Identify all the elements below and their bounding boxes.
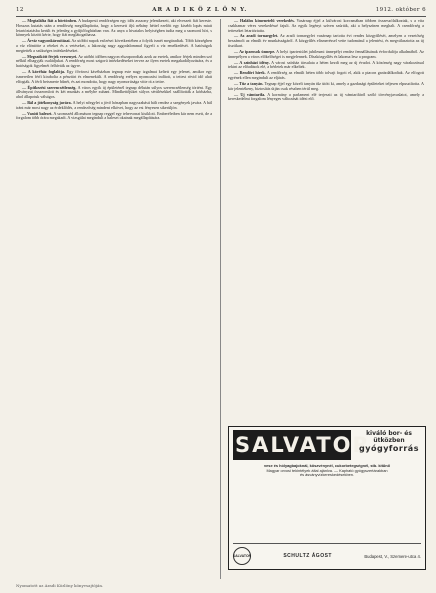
column-separator: [220, 19, 221, 579]
article-text: Vasárnap éjjel a külvárosi korcsmában többen összeszólalkoztak, s a vita csakhamar véres verekedéssé fajult. Az egyik legényt szíven szúrták, aki a helyszínen meghalt. A csendőrség a tetteseket letartóztatta.: [228, 19, 424, 33]
newspaper-title: AR A D I K Ö Z L Ö N Y.: [152, 7, 248, 13]
article-paragraph: [228, 71, 424, 81]
article-paragraph: [16, 112, 212, 122]
ad-body-line2: Magyar orvosi tekintélyek által ajánlva. — Kapható gyógyszertárakban: [266, 467, 388, 473]
article-paragraph: [228, 61, 424, 71]
article-text: Egy fővárosi kávéházban tegnap este nagy izgalmat keltett egy jelenet, amikor egy ismeretlen férfi kirabolta a pénztárt és elmenekült. A rendőrség erélyes nyomozást indított, a tettest rövid idő alatt elfogták. A férfi beismerte bűnét, és azt mondotta, hogy nagy nyomorúsága vitte rá a tettre.: [16, 69, 212, 84]
article-paragraph: [16, 55, 212, 69]
article-text: A budapesti rendőrségen egy idős asszony jelentkezett, aki elveszett fiát kereste. Hosszas kutatás után a rendőrség megállapította, hogy a keresett ifjú néhány héttel ezelőtt egy kisebb lopás miatt letartóztatásba került és jelenleg a gyűjtőfogházban van. Az anya a hivatalos helyiségben tudta meg a szomorú hírt, s könnyek között kérte, hogy fiát meglátogathassa.: [16, 19, 212, 38]
ad-body: [235, 464, 419, 478]
article-text: A helyi ipartestület jubileumi ünnepélyt rendez fennállásának évfordulója alkalmából. Az ünnepélyen a város előkelőségei is megjelennek. Díszközgyűlés és lakoma lesz a program.: [228, 48, 424, 59]
article-paragraph: [16, 86, 212, 100]
page-number: 12: [16, 7, 24, 13]
article-lead: — Megtalálta fiát a börtönben.: [22, 19, 78, 23]
article-paragraph: [16, 101, 212, 111]
article-lead: — Építkezési szerencsétlenség.: [22, 84, 77, 90]
ad-firm-address: Budapest, V., Szemere-utca 4.: [364, 553, 421, 559]
left-column: [16, 19, 212, 579]
ad-tag-line2: ütközben: [373, 437, 405, 444]
article-paragraph: [228, 93, 424, 103]
right-column: [228, 19, 424, 421]
article-lead: — Halálos kimenetelű verekedés.: [234, 19, 295, 23]
ad-firm-name: SCHULTZ ÁGOST: [283, 553, 332, 559]
article-paragraph: [228, 19, 424, 33]
article-lead: — Árvíz vagyonkárosításai.: [22, 38, 71, 44]
article-paragraph: [16, 70, 212, 84]
article-lead: — Megszökött férjek versenyei.: [22, 53, 78, 59]
article-paragraph: [228, 34, 424, 48]
ad-body-line3: és ásványvízkereskedésekben.: [299, 472, 355, 478]
salvator-advertisement: [228, 426, 426, 570]
ad-seal-icon: SALVATOR: [233, 547, 251, 565]
article-text: Tegnap éjjel egy közeli tanyán tűz ütött ki, amely a gazdasági épületeket teljesen elpusztította. A kár jelentékeny, biztosítás útján csak részben térül meg.: [228, 80, 424, 91]
ad-brand: SALVATOR: [233, 430, 351, 460]
issue-date: 1912. október 6: [375, 7, 426, 13]
article-lead: — Rendőri hírek.: [234, 70, 266, 76]
footer-imprint: Nyomatott az Aradi Közlöny könyvsajtóján.: [16, 583, 104, 588]
article-lead: — Uj vámtarifa.: [234, 91, 266, 97]
article-paragraph: [16, 39, 212, 53]
page-header: [16, 5, 426, 15]
article-text: A rendőrség az elmúlt héten több tolvajt fogott el, akik a piacon garázdálkodtak. Az elfogott egyének ellen megindult az eljárás.: [228, 70, 424, 80]
article-paragraph: [228, 50, 424, 60]
article-lead: — Bál a jótékonyság javára.: [22, 99, 72, 105]
article-text: A város egyik új épületénél tegnap délután súlyos szerencsétlenség történt. Egy állványzat összeomlott és két munkás a mélybe zuhant. Mindkettőjüket súlyos sérülésekkel szállították a kórházba, ahol állapotuk válságos.: [16, 84, 212, 99]
article-lead: — Az iparosok ünnepe.: [234, 48, 276, 54]
article-text: Az utóbbi napok esőzései következtében a folyók ismét megáradtak. Több községben a víz elöntötte a réteket és a vetéseket, a lakosság nagy aggodalommal figyeli a víz emelkedését. A hatóságok megtették a szükséges intézkedéseket.: [16, 38, 212, 53]
ad-tag-line1: kiváló bor- és: [366, 430, 412, 437]
article-lead: — Vasúti baleset.: [22, 110, 53, 116]
article-lead: — A színházi idény.: [234, 59, 270, 65]
article-text: A városi színház társulata a héten kezdi meg az új évadot. A közönség nagy várakozással tekint az előadások elé, a bérletek már elkeltek.: [228, 59, 424, 70]
article-lead: — Az aradi tornaegylet.: [234, 33, 279, 39]
article-text: Az aradi tornaegylet vasárnap tartotta évi rendes közgyűlését, amelyen a vezetőség beszámolt az elmúlt év munkásságáról. A közgyűlés elismeréssel vette tudomásul a jelentést, és megválasztotta az új tisztikart.: [228, 33, 424, 48]
ad-tag-line3: gyógyforrás: [359, 444, 419, 453]
ad-tagline: [351, 427, 425, 457]
article-paragraph: [228, 82, 424, 92]
article-lead: — A kávéház foglalója.: [22, 69, 65, 75]
ad-footer: [233, 543, 421, 566]
article-text: A szomszéd állomáson tegnap reggel egy tehervonat kisiklott. Emberéletben kár nem esett, de a forgalom több órára megakadt. A vizsgálat megindult a baleset okainak megállapítására.: [16, 110, 212, 121]
ad-body-line1: vese és hólyagbajoknál, köszvénynél, cukorbetegségnél, stb. kitűnő: [263, 463, 391, 468]
article-paragraph: [16, 19, 212, 38]
article-text: A kormány a parlament elé terjeszti az új vámtarifáról szóló törvényjavaslatot, amely a kereskedelmi forgalom lényeges változását idézi elő.: [228, 91, 424, 102]
article-text: A helyi nőegylet a jövő hónapban nagyszabású bált rendez a szegények javára. A bál iránt már most nagy az érdeklődés, a rendezőség mindent elkövet, hogy az est fényesen sikerüljön.: [16, 99, 212, 110]
header-rule: [16, 16, 426, 17]
article-text: Az utóbbi időben nagyon elszaporodtak azok az esetek, amikor férjek minden szó nélkül elhagyják családjukat. A rendőrség most szigorú intézkedéseket tervez az ilyen esetek megakadályozására, és a hatóságok figyelmét felhívták az ügyre.: [16, 53, 212, 69]
article-lead: — Tűz a tanyán.: [234, 80, 264, 86]
